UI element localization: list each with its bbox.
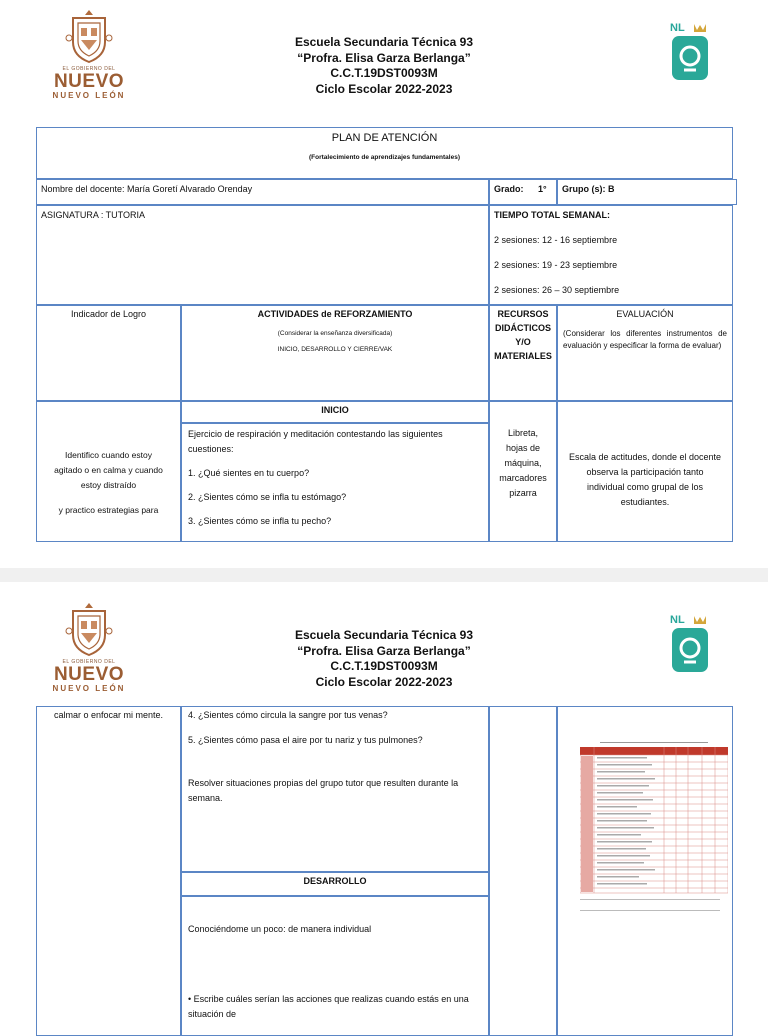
indicador-line-2: agitado o en calma y cuando — [54, 465, 163, 475]
pregunta-3: 3. ¿Sientes cómo se infla tu pecho? — [188, 516, 332, 526]
grado-label: Grado: — [494, 184, 524, 194]
recursos-header-1: RECURSOS — [497, 309, 549, 319]
recurso-2: hojas de — [505, 443, 541, 453]
rubric-table-image — [580, 747, 728, 897]
school-name: Escuela Secundaria Técnica 93 — [294, 628, 474, 642]
school-cct: C.C.T.19DST0093M — [330, 659, 438, 673]
nl-badge-icon — [670, 614, 710, 674]
evaluacion-line-2: observa la participación tanto — [586, 467, 704, 477]
indicador-line-1: Identifico cuando estoy — [65, 450, 152, 460]
nl-badge-text: NL — [670, 614, 685, 626]
desarrollo-header-cell — [181, 872, 489, 896]
pregunta-4: 4. ¿Sientes cómo circula la sangre por tus venas? — [188, 710, 388, 720]
conociendome-text: Conociéndome un poco: de manera individual — [188, 924, 372, 934]
recurso-5: pizarra — [509, 488, 537, 498]
plan-subtitle: (Fortalecimiento de aprendizajes fundamentales) — [309, 154, 460, 161]
sesion-1: 2 sesiones: 12 - 16 septiembre — [494, 235, 618, 245]
plan-title-cell — [36, 127, 733, 179]
recursos-cell — [489, 401, 557, 542]
docente-cell — [36, 179, 489, 205]
desarrollo-content-cell — [181, 896, 489, 1036]
inicio-content-cell — [181, 423, 489, 542]
recursos-header-2: DIDÁCTICOS — [495, 323, 551, 333]
grupo-label: Grupo (s): B — [562, 184, 615, 194]
sesion-2: 2 sesiones: 19 - 23 septiembre — [494, 260, 618, 270]
school-teacher: “Profra. Elisa Garza Berlanga” — [297, 643, 471, 658]
inicio-label: INICIO — [321, 405, 349, 415]
gov-line: EL GOBIERNO DEL — [62, 66, 116, 72]
evaluacion-note: (Considerar los diferentes instrumentos de evaluación y especificar la forma de evaluar) — [563, 329, 727, 350]
nl-badge-text: NL — [670, 22, 685, 34]
pregunta-2: 2. ¿Sientes cómo se infla tu estómago? — [188, 492, 347, 502]
recursos-header-cell — [489, 305, 557, 401]
escribe-text: • Escribe cuáles serían las acciones que realizas cuando estás en una situación de — [188, 994, 469, 1019]
school-cycle: Ciclo Escolar 2022-2023 — [315, 674, 453, 689]
evaluacion-header-cell — [557, 305, 733, 401]
recurso-4: marcadores — [499, 473, 547, 483]
evaluacion-header: EVALUACIÓN — [616, 309, 674, 319]
indicador-cont: calmar o enfocar mi mente. — [53, 710, 164, 720]
page-header — [0, 35, 768, 97]
gov-state: NUEVO LEÓN — [52, 684, 126, 693]
school-cycle: Ciclo Escolar 2022-2023 — [315, 81, 453, 96]
gov-nuevo: NUEVO — [53, 664, 125, 685]
indicador-header-cell — [36, 305, 181, 401]
actividades-header-cell — [181, 305, 489, 401]
pregunta-5: 5. ¿Sientes cómo pasa el aire por tu nariz y tus pulmones? — [188, 735, 423, 745]
recursos-cont-cell — [489, 706, 557, 1036]
evaluacion-cont-cell — [557, 706, 733, 1036]
inicio-header-cell — [181, 401, 489, 423]
tiempo-label: TIEMPO TOTAL SEMANAL: — [494, 210, 610, 220]
rubric-caption-line — [600, 735, 708, 743]
recursos-header-4: MATERIALES — [494, 351, 552, 361]
inicio-cont-cell — [181, 706, 489, 872]
indicador-cell — [36, 401, 181, 542]
gov-nuevo: NUEVO — [53, 71, 125, 92]
actividades-note-2: INICIO, DESARROLLO Y CIERRE/VAK — [277, 346, 393, 353]
gov-line: EL GOBIERNO DEL — [62, 659, 116, 665]
asignatura-label: ASIGNATURA : TUTORIA — [41, 210, 146, 220]
asignatura-cell — [36, 205, 489, 305]
school-name: Escuela Secundaria Técnica 93 — [294, 35, 474, 49]
indicador-header: Indicador de Logro — [70, 309, 147, 319]
recursos-header-3: Y/O — [515, 337, 531, 347]
plan-title: PLAN DE ATENCIÓN — [331, 132, 438, 144]
grado-cell — [489, 179, 557, 205]
grupo-cell — [557, 179, 737, 205]
resolver-text: Resolver situaciones propias del grupo tutor que resulten durante la semana. — [188, 778, 459, 803]
page-separator — [0, 568, 768, 582]
desarrollo-label: DESARROLLO — [303, 876, 367, 886]
pregunta-1: 1. ¿Qué sientes en tu cuerpo? — [188, 468, 310, 478]
indicador-cont-cell — [36, 706, 181, 1036]
docente-label: Nombre del docente: María Goretí Alvarado Orenday — [41, 184, 253, 194]
nl-badge — [670, 22, 710, 82]
nl-badge-page-2 — [670, 614, 710, 674]
evaluacion-cell — [557, 401, 733, 542]
indicador-tail: y practico estrategias para — [58, 505, 159, 515]
school-cct: C.C.T.19DST0093M — [330, 66, 438, 80]
recurso-1: Libreta, — [507, 428, 539, 438]
gov-state: NUEVO LEÓN — [52, 91, 126, 100]
ejercicio-text: Ejercicio de respiración y meditación contestando las siguientes cuestiones: — [188, 429, 443, 454]
indicador-line-3: estoy distraído — [80, 480, 137, 490]
actividades-note-1: (Considerar la enseñanza diversificada) — [277, 330, 393, 337]
evaluacion-line-1: Escala de actitudes, donde el docente — [568, 452, 722, 462]
tiempo-cell — [489, 205, 733, 305]
nl-badge-icon — [670, 22, 710, 82]
sesion-3: 2 sesiones: 26 – 30 septiembre — [494, 285, 620, 295]
rubric-thumbnail-image — [580, 735, 728, 915]
grado-value: 1° — [538, 184, 547, 194]
evaluacion-line-4: estudiantes. — [620, 497, 670, 507]
actividades-header: ACTIVIDADES de REFORZAMIENTO — [257, 309, 413, 319]
page-header-2 — [0, 628, 768, 690]
evaluacion-line-3: individual como grupal de los — [586, 482, 704, 492]
recurso-3: máquina, — [504, 458, 542, 468]
rubric-footnote-lines — [580, 899, 720, 911]
school-teacher: “Profra. Elisa Garza Berlanga” — [297, 50, 471, 65]
